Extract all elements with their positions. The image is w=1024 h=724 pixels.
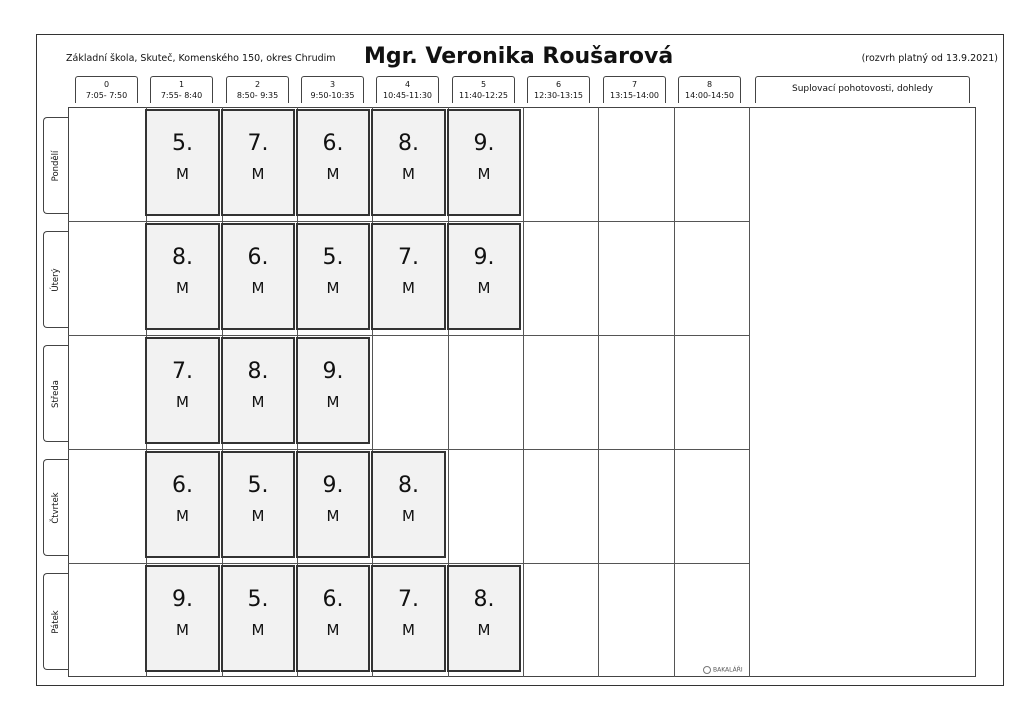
lesson-class: 7. <box>172 359 193 384</box>
lesson-subject: M <box>326 621 340 639</box>
lesson-subject: M <box>176 279 189 297</box>
lesson-class: 7. <box>398 245 419 270</box>
lesson-class: 6. <box>322 131 344 156</box>
lesson-card <box>296 451 370 558</box>
day-label: Čtvrtek <box>51 491 61 524</box>
lesson-card <box>296 109 370 216</box>
lesson-class: 8. <box>172 245 193 270</box>
lesson-subject: M <box>326 393 340 411</box>
lesson-class: 6. <box>322 587 344 612</box>
period-number: 2 <box>254 80 261 89</box>
lesson-class: 9. <box>172 587 193 612</box>
period-header-3 <box>301 76 364 103</box>
period-header-7 <box>603 76 666 103</box>
bakalari-logo-icon <box>703 666 711 674</box>
lesson-card <box>145 451 220 558</box>
grid-column-line <box>674 107 675 677</box>
period-time: 10:45-11:30 <box>383 91 432 100</box>
lesson-subject: M <box>477 165 491 183</box>
lesson-card <box>447 565 521 672</box>
grid-row-line <box>68 449 749 450</box>
day-tab <box>43 573 68 670</box>
lesson-card <box>221 109 295 216</box>
period-header-2 <box>226 76 289 103</box>
period-number: 8 <box>706 80 713 89</box>
period-number: 4 <box>404 80 411 89</box>
lesson-subject: M <box>326 507 340 525</box>
validity-note: (rozvrh platný od 13.9.2021) <box>861 53 998 64</box>
lesson-card <box>145 565 220 672</box>
lesson-card <box>296 337 370 444</box>
period-number: 7 <box>631 80 638 89</box>
lesson-subject: M <box>326 165 340 183</box>
period-number: 6 <box>555 80 562 89</box>
lesson-card <box>145 337 220 444</box>
day-label: Pátek <box>51 609 61 634</box>
lesson-class: 9. <box>473 245 495 270</box>
period-time: 11:40-12:25 <box>459 91 508 100</box>
lesson-card <box>296 565 370 672</box>
lesson-class: 8. <box>247 359 269 384</box>
lesson-subject: M <box>402 621 415 639</box>
lesson-card <box>145 223 220 330</box>
lesson-class: 9. <box>473 131 495 156</box>
lesson-subject: M <box>251 507 265 525</box>
grid-column-line <box>749 107 750 677</box>
lesson-card <box>371 565 446 672</box>
period-header-5 <box>452 76 515 103</box>
lesson-class: 5. <box>247 473 269 498</box>
lesson-class: 7. <box>247 131 269 156</box>
lesson-card <box>371 223 446 330</box>
day-label: Středa <box>51 379 61 408</box>
lesson-subject: M <box>477 621 491 639</box>
period-header-4 <box>376 76 439 103</box>
grid-column-line <box>598 107 599 677</box>
lesson-subject: M <box>402 279 415 297</box>
lesson-card <box>447 223 521 330</box>
grid-row-line <box>68 335 749 336</box>
day-tab <box>43 231 68 328</box>
lesson-subject: M <box>402 507 415 525</box>
lesson-card <box>221 337 295 444</box>
lesson-subject: M <box>251 621 265 639</box>
lesson-subject: M <box>251 279 265 297</box>
lesson-card <box>221 565 295 672</box>
lesson-subject: M <box>251 165 265 183</box>
lesson-class: 9. <box>322 359 344 384</box>
school-name: Základní škola, Skuteč, Komenského 150, okres Chrudim <box>66 53 336 64</box>
lesson-class: 7. <box>398 587 419 612</box>
day-label: Úterý <box>51 267 61 292</box>
lesson-card <box>296 223 370 330</box>
grid-row-line <box>68 563 749 564</box>
lesson-subject: M <box>176 621 189 639</box>
lesson-subject: M <box>402 165 415 183</box>
lesson-class: 5. <box>322 245 344 270</box>
period-time: 12:30-13:15 <box>534 91 583 100</box>
brand-logo <box>703 666 743 674</box>
lesson-class: 6. <box>247 245 269 270</box>
period-time: 8:50- 9:35 <box>236 91 279 100</box>
period-number: 5 <box>480 80 487 89</box>
lesson-card <box>145 109 220 216</box>
brand-label: BAKALÁŘI <box>713 666 743 674</box>
lesson-class: 5. <box>172 131 193 156</box>
lesson-subject: M <box>477 279 491 297</box>
period-number: 0 <box>103 80 110 89</box>
day-tab <box>43 345 68 442</box>
lesson-card <box>447 109 521 216</box>
lesson-class: 6. <box>172 473 193 498</box>
period-header-8 <box>678 76 741 103</box>
grid-column-line <box>523 107 524 677</box>
lesson-card <box>221 451 295 558</box>
period-header-6 <box>527 76 590 103</box>
period-header-0 <box>75 76 138 103</box>
period-time: 9:50-10:35 <box>310 91 355 100</box>
lesson-card <box>371 109 446 216</box>
lesson-class: 5. <box>247 587 269 612</box>
lesson-subject: M <box>176 393 189 411</box>
lesson-subject: M <box>176 165 189 183</box>
lesson-class: 8. <box>473 587 495 612</box>
day-tab <box>43 459 68 556</box>
teacher-name: Mgr. Veronika Roušarová <box>364 44 674 69</box>
day-label: Pondělí <box>51 150 61 181</box>
period-header-1 <box>150 76 213 103</box>
period-time: 14:00-14:50 <box>685 91 734 100</box>
lesson-subject: M <box>326 279 340 297</box>
period-number: 1 <box>178 80 185 89</box>
lesson-subject: M <box>176 507 189 525</box>
lesson-class: 8. <box>398 473 419 498</box>
period-time: 7:55- 8:40 <box>160 91 203 100</box>
period-number: 3 <box>329 80 336 89</box>
substitution-header: Suplovací pohotovosti, dohledy <box>755 76 970 103</box>
lesson-class: 8. <box>398 131 419 156</box>
day-tab <box>43 117 68 214</box>
grid-row-line <box>68 221 749 222</box>
lesson-card <box>371 451 446 558</box>
lesson-class: 9. <box>322 473 344 498</box>
period-time: 7:05- 7:50 <box>85 91 128 100</box>
lesson-card <box>221 223 295 330</box>
lesson-subject: M <box>251 393 265 411</box>
period-time: 13:15-14:00 <box>610 91 659 100</box>
